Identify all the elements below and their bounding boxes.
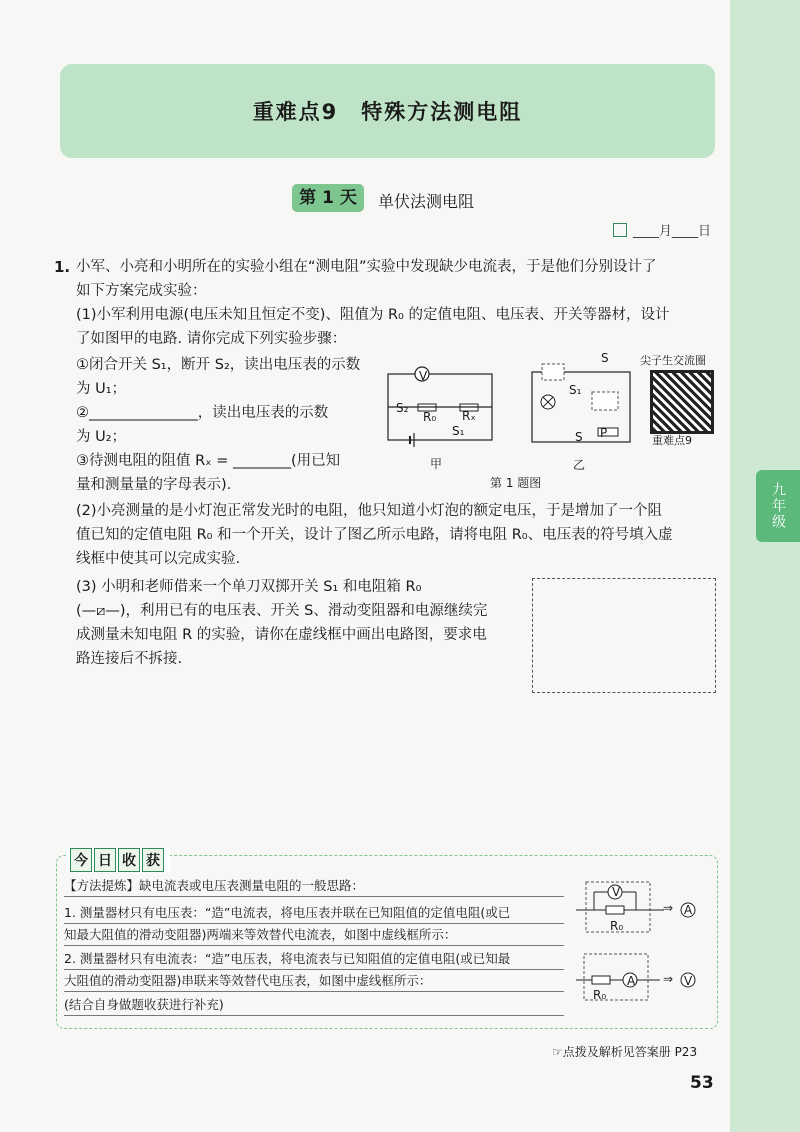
switch-label: S₁ <box>569 383 582 397</box>
step-line: 为 U₁； <box>76 381 127 397</box>
date-field[interactable] <box>613 220 711 239</box>
part3-line: 路连接后不拆接. <box>76 651 183 667</box>
ammeter-label: A <box>627 974 636 988</box>
summary-line: 大阻值的滑动变阻器)串联来等效替代电压表，如图中虚线框所示： <box>64 971 564 992</box>
step-line: 为 U₂； <box>76 429 127 445</box>
slider-label: P <box>600 426 608 440</box>
page-number: 53 <box>690 1073 714 1093</box>
arrow-symbol: ⇒ <box>663 972 674 986</box>
switch-label: S₂ <box>396 401 409 415</box>
intro-line: 小军、小亮和小明所在的实验小组在“测电阻”实验中发现缺少电流表，于是他们分别设计了 <box>76 259 657 275</box>
part3-line: (3) 小明和老师借来一个单刀双掷开关 S₁ 和电阻箱 R₀ <box>76 579 422 595</box>
resistor-label: R₀ <box>593 988 607 1002</box>
summary-line: 2. 测量器材只有电流表：“造”电压表，将电流表与已知阻值的定值电阻(或已知最 <box>64 949 564 970</box>
switch-label: S₁ <box>452 424 465 438</box>
step-line[interactable]: ②_______________，读出电压表的示数 <box>76 405 329 421</box>
switch-label: S <box>575 430 583 444</box>
heading-char: 今 <box>70 848 92 872</box>
part1-line: (1)小军利用电源(电压未知且恒定不变)、阻值为 R₀ 的定值电阻、电压表、开关等器材，设计 <box>76 307 670 323</box>
heading-char: 收 <box>118 848 140 872</box>
page-title: 重难点9 特殊方法测电阻 <box>252 100 523 124</box>
qr-code[interactable] <box>650 370 714 434</box>
figure-label-jia: 甲 <box>430 457 443 471</box>
arrow-symbol: ⇒ <box>663 901 674 915</box>
step-line: 量和测量量的字母表示). <box>76 477 232 493</box>
voltmeter-label: V <box>419 369 428 383</box>
page-edge-strip <box>730 0 800 1132</box>
answer-box[interactable] <box>532 578 716 693</box>
summary-line[interactable]: (结合自身做题收获进行补充) <box>64 995 564 1016</box>
question-number: 1. <box>54 258 71 276</box>
voltmeter-label: V <box>612 885 621 899</box>
qr-label: 重难点9 <box>652 434 692 447</box>
summary-line: 1. 测量器材只有电压表：“造”电流表，将电压表并联在已知阻值的定值电阻(或已 <box>64 903 564 924</box>
date-text: ____月____日 <box>633 224 712 239</box>
switch-label: S <box>601 351 609 365</box>
figure-label-yi: 乙 <box>573 458 586 472</box>
part3-line: 成测量未知电阻 R 的实验，请你在虚线框中画出电路图，要求电 <box>76 627 487 643</box>
part2-line: 线框中使其可以完成实验. <box>76 551 241 567</box>
part2-line: 值已知的定值电阻 R₀ 和一个开关，设计了图乙所示电路，请将电阻 R₀、电压表的符号填入虚 <box>76 527 673 543</box>
ammeter-label: A <box>684 903 693 917</box>
day-subtitle: 单伏法测电阻 <box>378 192 475 211</box>
qr-title: 尖子生交流圈 <box>640 354 706 367</box>
intro-line: 如下方案完成实验： <box>76 283 207 299</box>
calendar-icon <box>613 223 627 237</box>
figure-caption: 第 1 题图 <box>490 476 542 490</box>
summary-heading <box>66 848 170 872</box>
part1-line: 了如图甲的电路. 请你完成下列实验步骤： <box>76 331 347 347</box>
resistor-label: Rₓ <box>462 409 476 423</box>
heading-char: 日 <box>94 848 116 872</box>
step-line: ①闭合开关 S₁，断开 S₂，读出电压表的示数 <box>76 357 361 373</box>
voltmeter-label: V <box>684 974 693 988</box>
answer-reference[interactable]: ☞点拨及解析见答案册 P23 <box>552 1045 698 1059</box>
topic-banner <box>60 64 715 158</box>
grade-tab[interactable]: 九年级 <box>756 470 800 542</box>
summary-line: 知最大阻值的滑动变阻器)两端来等效替代电流表，如图中虚线框所示： <box>64 925 564 946</box>
heading-char: 获 <box>142 848 164 872</box>
summary-line: 【方法提炼】缺电流表或电压表测量电阻的一般思路： <box>64 876 564 897</box>
resistor-label: R₀ <box>423 410 437 424</box>
part3-line: (—⧄—)，利用已有的电压表、开关 S、滑动变阻器和电源继续完 <box>76 603 488 619</box>
day-badge: 第 1 天 <box>292 184 364 212</box>
resistor-label: R₀ <box>610 919 624 933</box>
step-line[interactable]: ③待测电阻的阻值 Rₓ = ________(用已知 <box>76 453 341 469</box>
part2-line: (2)小亮测量的是小灯泡正常发光时的电阻，他只知道小灯泡的额定电压，于是增加了一个阻 <box>76 503 663 519</box>
